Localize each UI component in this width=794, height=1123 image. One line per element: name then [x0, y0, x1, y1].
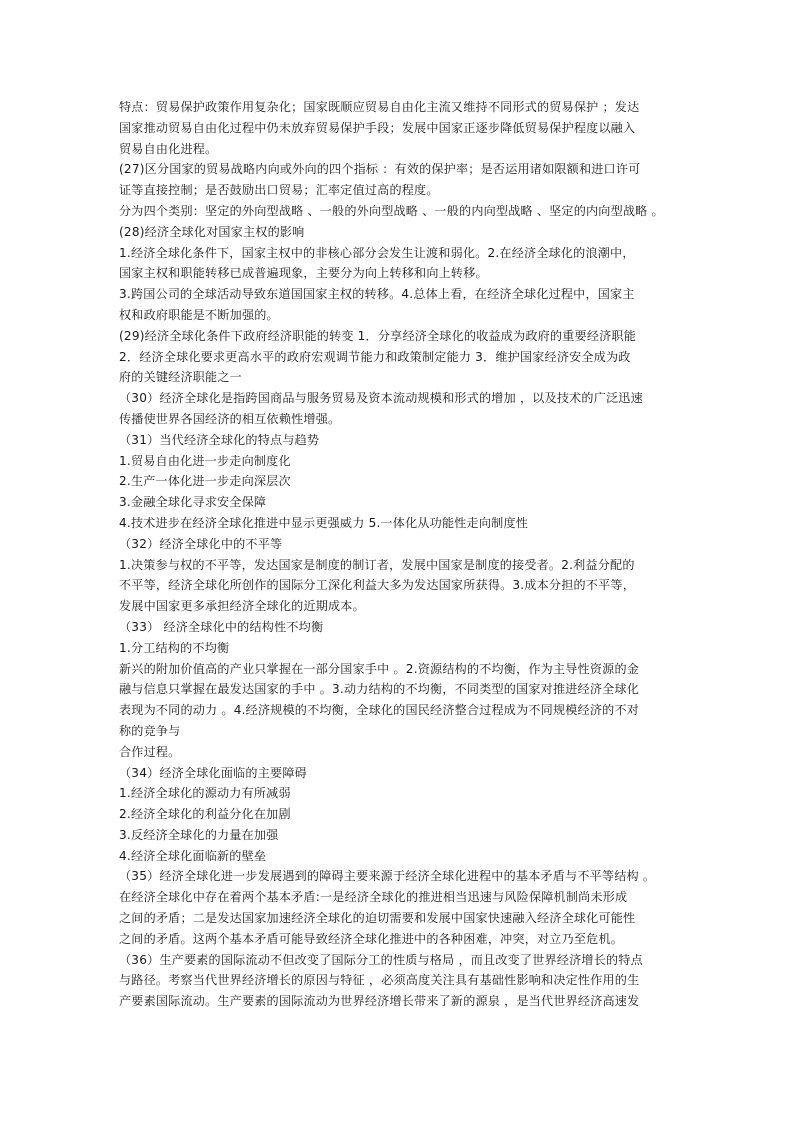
section-heading-27: (27)区分国家的贸易战略内向或外向的四个指标 ：有效的保护率；是否运用诸如限额和进口许可	[119, 162, 641, 177]
list-item: 3.金融全球化寻求安全保障	[119, 495, 267, 510]
text-line: 不平等，经济全球化所创作的国际分工深化利益大多为发达国家所获得。3.成本分担的不平等，	[119, 578, 635, 593]
text-line: 分为四个类别：坚定的外向型战略 、一般的外向型战略 、一般的内向型战略 、坚定的内向型战略 。	[119, 203, 664, 218]
text-line: 之间的矛盾；二是发达国家加速经济全球化的迫切需要和发展中国家快速融入经济全球化可能性	[119, 911, 636, 926]
text-line: 之间的矛盾。这两个基本矛盾可能导致经济全球化推进中的各种困难，冲突，对立乃至危机。	[119, 931, 624, 946]
text-line: 在经济全球化中存在着两个基本矛盾:一是经济全球化的推进相当迅速与风险保障机制尚未形成	[119, 890, 628, 905]
section-heading-34: （34）经济全球化面临的主要障碍	[119, 765, 307, 780]
text-line: 1.决策参与权的不平等，发达国家是制度的制订者，发展中国家是制度的接受者。2.利益分配的	[119, 557, 635, 572]
text-line: 产要素国际流动。生产要素的国际流动为世界经济增长带来了新的源泉 ，是当代世界经济高速发	[119, 994, 640, 1009]
section-heading-28: (28)经济全球化对国家主权的影响	[119, 224, 305, 239]
section-heading-30: （30）经济全球化是指跨国商品与服务贸易及资本流动规模和形式的增加 ，以及技术的广泛迅速	[119, 391, 643, 406]
text-line: 证等直接控制；是否鼓励出口贸易；汇率定值过高的程度。	[119, 183, 439, 198]
text-line: 特点：贸易保护政策作用复杂化；国家既顺应贸易自由化主流又维持不同形式的贸易保护 ；发达	[119, 100, 640, 114]
list-item: 4.技术进步在经济全球化推进中显示更强威力 5.一体化从功能性走向制度性	[119, 515, 529, 530]
section-heading-35: （35）经济全球化进一步发展遇到的障碍主要来源于经济全球化进程中的基本矛盾与不平等结构 。	[119, 869, 656, 884]
list-item: 2.经济全球化的利益分化在加剧	[119, 807, 291, 822]
list-item: 1.经济全球化的源动力有所减弱	[119, 786, 291, 801]
list-item: 2.生产一体化进一步走向深层次	[119, 474, 291, 489]
text-line: 权和政府职能是不断加强的。	[119, 307, 279, 322]
text-line: 发展中国家更多承担经济全球化的近期成本。	[119, 599, 365, 614]
list-item: 1.贸易自由化进一步走向制度化	[119, 453, 291, 468]
section-heading-29: (29)经济全球化条件下政府经济职能的转变 1．分享经济全球化的收益成为政府的重要经济职能	[119, 328, 637, 343]
text-line: 融与信息只掌握在最发达国家的手中 。3.动力结构的不均衡，不同类型的国家对推进经济全球化	[119, 682, 640, 697]
text-line: 1.经济全球化条件下，国家主权中的非核心部分会发生让渡和弱化。2.在经济全球化的浪潮中，	[119, 245, 635, 260]
text-line: 国家主权和职能转移已成普遍现象，主要分为向上转移和向上转移。	[119, 266, 488, 281]
section-heading-33: （33） 经济全球化中的结构性不均衡	[119, 619, 324, 634]
section-heading-32: （32）经济全球化中的不平等	[119, 536, 283, 551]
text-line: 贸易自由化进程。	[119, 141, 218, 156]
text-line: 合作过程。	[119, 744, 181, 759]
document-body	[119, 97, 689, 1012]
text-line: 3.跨国公司的全球活动导致东道国国家主权的转移。4.总体上看，在经济全球化过程中，国家主	[119, 287, 635, 302]
text-line: 与路径。考察当代世界经济增长的原因与特征 ，必须高度关注具有基础性影响和决定性作用的生	[119, 973, 640, 988]
section-heading-36: （36）生产要素的国际流动不但改变了国际分工的性质与格局 ，而且改变了世界经济增长的特点	[119, 952, 643, 967]
text-line: 传播使世界各国经济的相互依赖性增强。	[119, 411, 341, 426]
text-line: 2．经济全球化要求更高水平的政府宏观调节能力和政策制定能力 3．维护国家经济安全成为政	[119, 349, 631, 364]
text-line: 表现为不同的动力 。4.经济规模的不均衡，全球化的国民经济整合过程成为不同规模经济的不对	[119, 703, 640, 718]
text-line: 国家推动贸易自由化过程中仍未放弃贸易保护手段；发展中国家正逐步降低贸易保护程度以融入	[119, 120, 636, 135]
list-item: 1.分工结构的不均衡	[119, 640, 230, 655]
text-line: 称的竞争与	[119, 723, 181, 738]
text-line: 新兴的附加价值高的产业只掌握在一部分国家手中 。2.资源结构的不均衡，作为主导性资源的金	[119, 661, 640, 676]
section-heading-31: （31）当代经济全球化的特点与趋势	[119, 432, 320, 447]
list-item: 4.经济全球化面临新的壁垒	[119, 848, 267, 863]
list-item: 3.反经济全球化的力量在加强	[119, 827, 279, 842]
text-line: 府的关键经济职能之一	[119, 370, 242, 385]
